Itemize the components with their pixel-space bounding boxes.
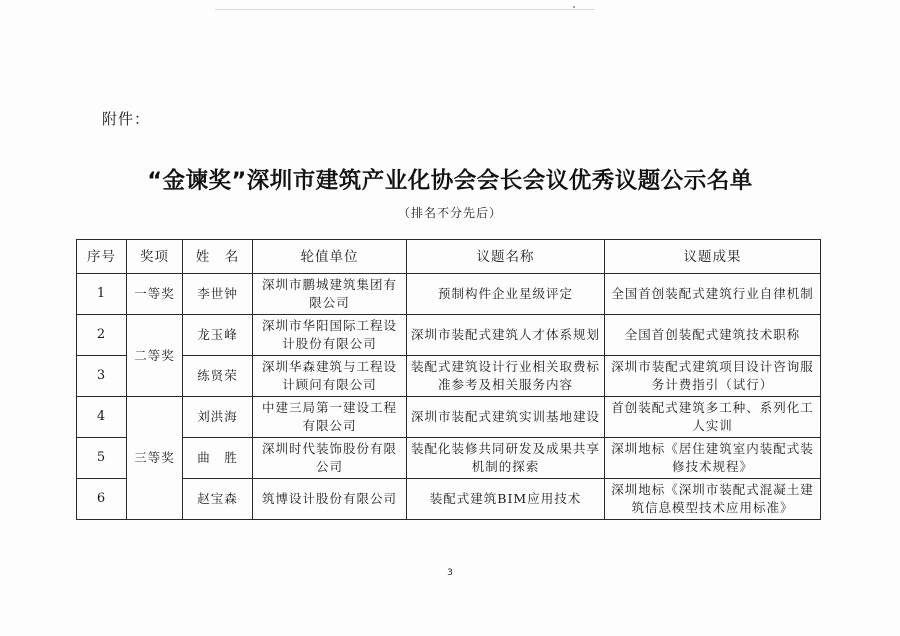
table-header-row xyxy=(77,240,821,274)
attachment-label: 附件： xyxy=(102,110,151,128)
row-result: 首创装配式建筑多工种、系列化工人实训 xyxy=(605,397,821,438)
row-no: 1 xyxy=(77,274,127,315)
row-unit: 筑博设计股份有限公司 xyxy=(253,479,407,520)
row-no: 4 xyxy=(77,397,127,438)
row-unit: 深圳市华阳国际工程设计股份有限公司 xyxy=(253,315,407,356)
table-row xyxy=(77,274,821,315)
row-unit: 深圳时代装饰股份有限公司 xyxy=(253,438,407,479)
document-subtitle: （排名不分先后） xyxy=(397,206,502,220)
row-result: 全国首创装配式建筑技术职称 xyxy=(605,315,821,356)
row-topic: 预制构件企业星级评定 xyxy=(407,274,605,315)
row-unit: 中建三局第一建设工程有限公司 xyxy=(253,397,407,438)
award-level: 一等奖 xyxy=(127,274,183,315)
row-result: 深圳市装配式建筑项目设计咨询服务计费指引（试行） xyxy=(605,356,821,397)
header-award: 奖项 xyxy=(127,240,183,274)
row-name: 练贤荣 xyxy=(183,356,253,397)
row-no: 6 xyxy=(77,479,127,520)
header-result: 议题成果 xyxy=(605,240,821,274)
scan-top-line xyxy=(215,9,595,10)
row-unit: 深圳市鹏城建筑集团有限公司 xyxy=(253,274,407,315)
row-topic: 深圳市装配式建筑实训基地建设 xyxy=(407,397,605,438)
page-number: 3 xyxy=(447,568,453,578)
table-row xyxy=(77,315,821,356)
row-name: 曲 胜 xyxy=(183,438,253,479)
row-name: 赵宝森 xyxy=(183,479,253,520)
table-row xyxy=(77,438,821,479)
row-topic: 深圳市装配式建筑人才体系规划 xyxy=(407,315,605,356)
row-result: 深圳地标《居住建筑室内装配式装修技术规程》 xyxy=(605,438,821,479)
header-no: 序号 xyxy=(77,240,127,274)
row-topic: 装配式建筑设计行业相关取费标准参考及相关服务内容 xyxy=(407,356,605,397)
award-level: 三等奖 xyxy=(127,397,183,520)
row-result: 深圳地标《深圳市装配式混凝土建筑信息模型技术应用标准》 xyxy=(605,479,821,520)
row-name: 刘洪海 xyxy=(183,397,253,438)
table-row xyxy=(77,397,821,438)
row-no: 2 xyxy=(77,315,127,356)
table-row xyxy=(77,356,821,397)
table-row xyxy=(77,479,821,520)
award-table xyxy=(76,239,821,520)
row-no: 5 xyxy=(77,438,127,479)
header-unit: 轮值单位 xyxy=(253,240,407,274)
row-unit: 深圳华森建筑与工程设计顾问有限公司 xyxy=(253,356,407,397)
header-name: 姓 名 xyxy=(183,240,253,274)
award-level: 二等奖 xyxy=(127,315,183,397)
header-topic: 议题名称 xyxy=(407,240,605,274)
scan-dot xyxy=(573,6,575,8)
row-topic: 装配化装修共同研发及成果共享机制的探索 xyxy=(407,438,605,479)
row-name: 龙玉峰 xyxy=(183,315,253,356)
row-name: 李世钟 xyxy=(183,274,253,315)
row-topic: 装配式建筑BIM应用技术 xyxy=(407,479,605,520)
row-result: 全国首创装配式建筑行业自律机制 xyxy=(605,274,821,315)
document-title: “金谏奖”深圳市建筑产业化协会会长会议优秀议题公示名单 xyxy=(147,168,753,194)
row-no: 3 xyxy=(77,356,127,397)
